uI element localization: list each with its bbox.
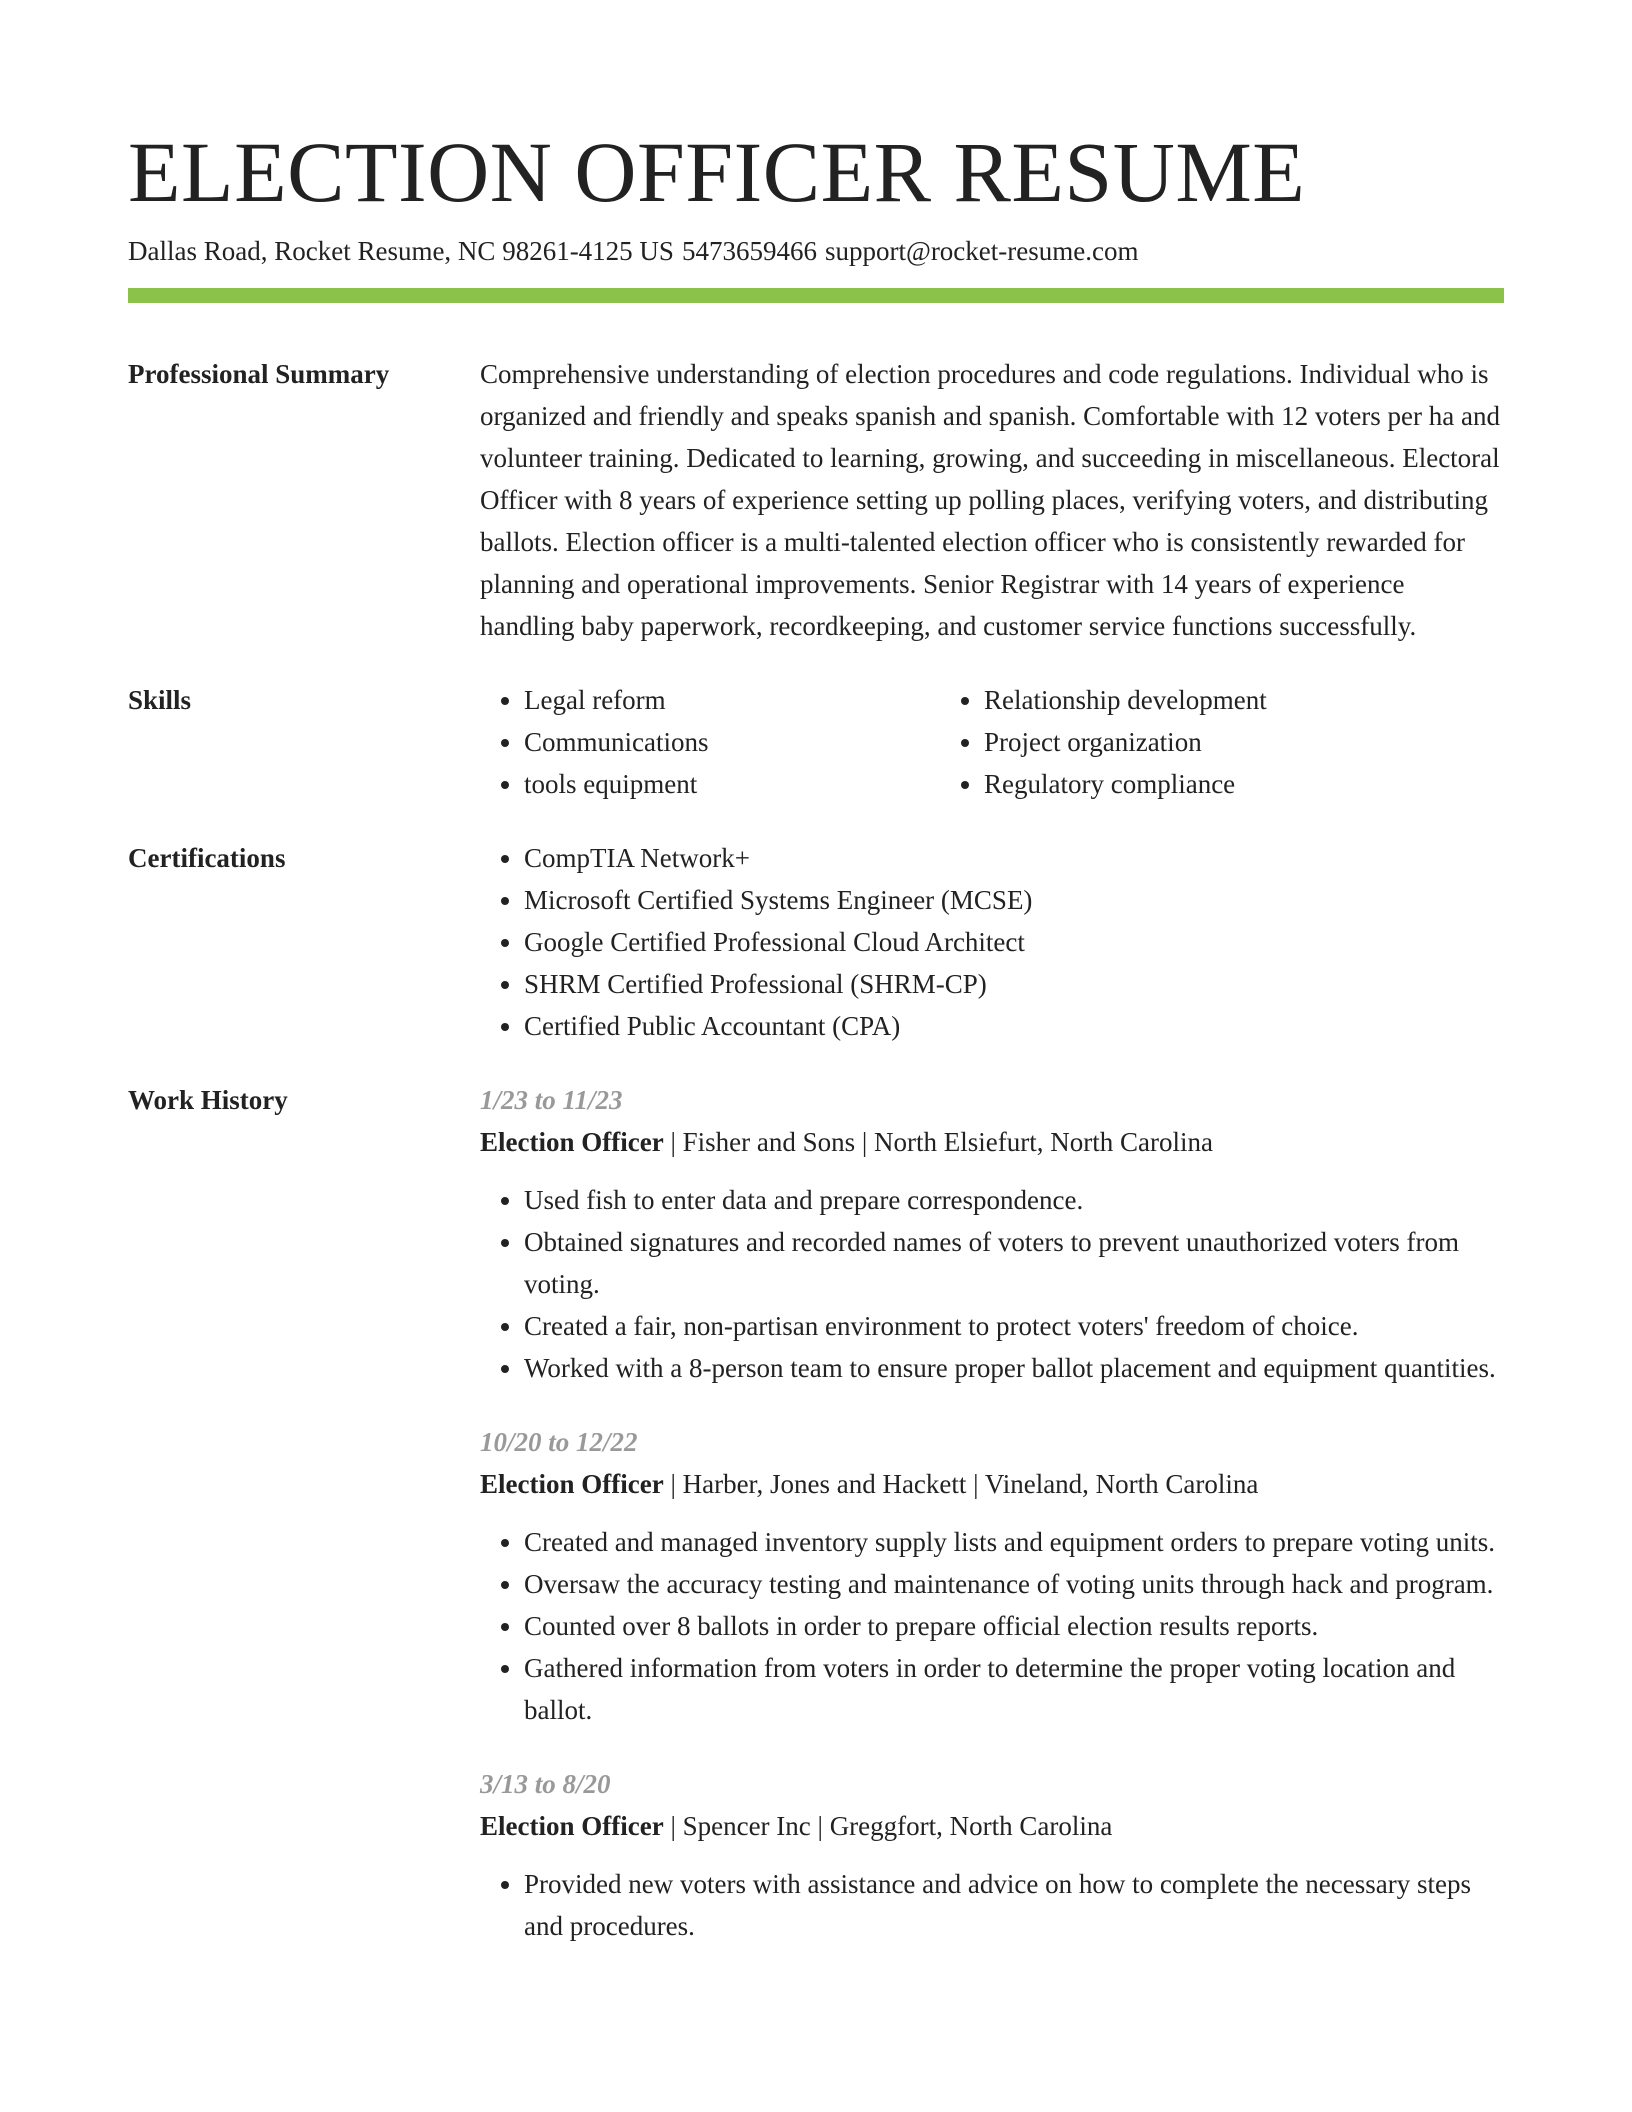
job-title: Election Officer — [480, 1127, 664, 1157]
job-bullet: • Gathered information from voters in order to determine the proper voting location and ballot. — [524, 1647, 1504, 1731]
job-bullets — [480, 1521, 1504, 1731]
skill-item: • tools equipment — [524, 763, 940, 805]
work-history-section — [128, 1079, 1504, 1947]
job-bullets — [480, 1863, 1504, 1947]
certification-item: • CompTIA Network+ — [524, 837, 1504, 879]
job-dates: 1/23 to 11/23 — [480, 1085, 623, 1115]
job-bullet: • Counted over 8 ballots in order to prepare official election results reports. — [524, 1605, 1504, 1647]
job-entry — [480, 1763, 1504, 1947]
job-bullet: • Created and managed inventory supply lists and equipment orders to prepare voting units. — [524, 1521, 1504, 1563]
skills-section — [128, 679, 1504, 805]
skills-grid — [480, 679, 1504, 805]
job-title: Election Officer — [480, 1811, 664, 1841]
contact-address: Dallas Road, Rocket Resume, NC 98261-4125 US — [128, 236, 674, 266]
contact-phone: 5473659466 — [681, 236, 817, 266]
job-separator: | — [855, 1127, 875, 1157]
certification-item: • Certified Public Accountant (CPA) — [524, 1005, 1504, 1047]
job-location: Greggfort, North Carolina — [829, 1811, 1113, 1841]
certification-item: • Microsoft Certified Systems Engineer (MCSE) — [524, 879, 1504, 921]
certifications-list — [480, 837, 1504, 1047]
job-title: Election Officer — [480, 1469, 664, 1499]
skill-item: • Relationship development — [984, 679, 1460, 721]
skill-item: • Project organization — [984, 721, 1460, 763]
job-location: Vineland, North Carolina — [984, 1469, 1259, 1499]
job-separator: | — [663, 1811, 683, 1841]
job-separator: | — [810, 1811, 830, 1841]
job-bullets — [480, 1179, 1504, 1389]
certifications-heading: Certifications — [128, 843, 286, 873]
job-company: Fisher and Sons — [682, 1127, 856, 1157]
job-bullet: • Used fish to enter data and prepare correspondence. — [524, 1179, 1504, 1221]
certification-item: • SHRM Certified Professional (SHRM-CP) — [524, 963, 1504, 1005]
resume-page — [128, 0, 1504, 1947]
job-title-line — [480, 1805, 1504, 1847]
skill-item: • Communications — [524, 721, 940, 763]
skills-list-left — [480, 679, 940, 805]
job-separator: | — [663, 1469, 683, 1499]
job-separator: | — [663, 1127, 683, 1157]
job-location: North Elsiefurt, North Carolina — [874, 1127, 1213, 1157]
header-divider — [128, 288, 1504, 303]
certification-item: • Google Certified Professional Cloud Architect — [524, 921, 1504, 963]
job-bullet: • Worked with a 8-person team to ensure proper ballot placement and equipment quantities. — [524, 1347, 1504, 1389]
skill-item: • Legal reform — [524, 679, 940, 721]
contact-line — [128, 234, 1504, 268]
job-title-line — [480, 1121, 1504, 1163]
contact-email: support@rocket-resume.com — [824, 236, 1139, 266]
job-company: Spencer Inc — [682, 1811, 811, 1841]
resume-title: ELECTION OFFICER RESUME — [128, 124, 1306, 220]
skills-heading: Skills — [128, 685, 192, 715]
job-dates: 3/13 to 8/20 — [480, 1769, 611, 1799]
job-bullet: • Provided new voters with assistance and advice on how to complete the necessary steps and procedures. — [524, 1863, 1504, 1947]
skills-list-right — [940, 679, 1460, 805]
job-dates: 10/20 to 12/22 — [480, 1427, 638, 1457]
job-bullet: • Created a fair, non-partisan environment to protect voters' freedom of choice. — [524, 1305, 1504, 1347]
job-entry — [480, 1421, 1504, 1731]
summary-text: Comprehensive understanding of election procedures and code regulations. Individual who is organized and friendly and speaks spanish and spanish. Comfortable with 12 voters per ha and volunteer training. Dedicated to learning, growing, and succeeding in miscellaneous. Electoral Officer with 8 years of experience setting up polling places, verifying voters, and distributing ballots. Election officer is a multi-talented election officer who is consistently rewarded for planning and operational improvements. Senior Registrar with 14 years of experience handling baby paperwork, recordkeeping, and customer service functions successfully. — [480, 359, 1501, 641]
job-title-line — [480, 1463, 1504, 1505]
job-separator: | — [966, 1469, 985, 1499]
summary-heading: Professional Summary — [128, 359, 390, 389]
summary-section — [128, 353, 1504, 647]
job-company: Harber, Jones and Hackett — [682, 1469, 967, 1499]
certifications-section — [128, 837, 1504, 1047]
job-bullet: • Oversaw the accuracy testing and maintenance of voting units through hack and program. — [524, 1563, 1504, 1605]
job-entry — [480, 1079, 1504, 1389]
job-bullet: • Obtained signatures and recorded names of voters to prevent unauthorized voters from voting. — [524, 1221, 1504, 1305]
skill-item: • Regulatory compliance — [984, 763, 1460, 805]
work-history-heading: Work History — [128, 1085, 288, 1115]
